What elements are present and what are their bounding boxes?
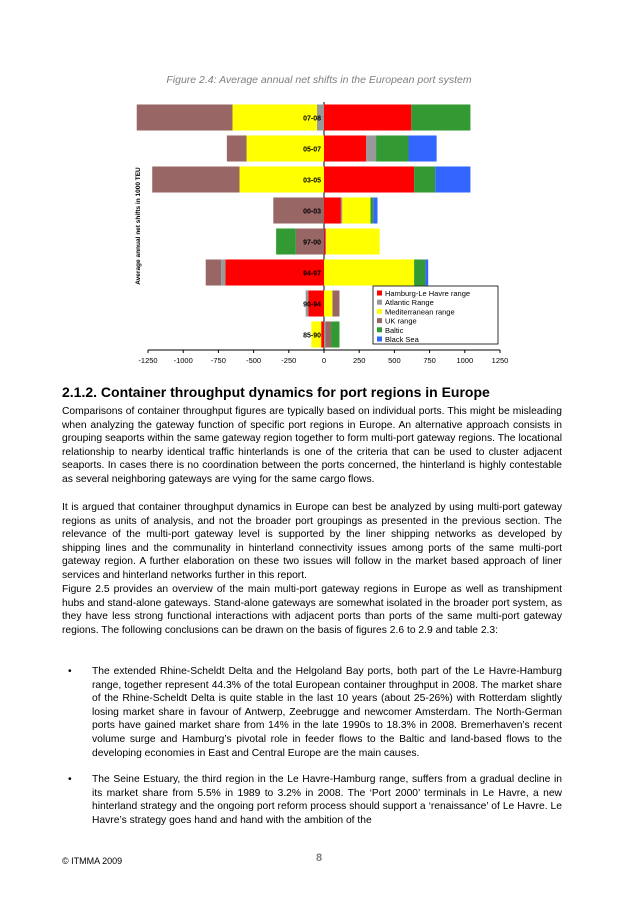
category-label: 03-05	[303, 177, 321, 185]
legend-label: Baltic	[385, 325, 404, 335]
x-tick-label: 250	[352, 356, 366, 365]
bullet-text: The Seine Estuary, the third region in the Le Havre-Hamburg range, suffers from a gradual decline in its market share from 5.5% in 1989 to 3.2% in 2008. The ‘Port 2000’ terminals in Le Havre, a new hinterland strategy and the ongoing port reform process should support a ‘renaissance’ of Le Havre. Le Havre’s strategy goes hand and hand with the ambition of the	[92, 774, 562, 826]
net-shifts-chart	[0, 0, 638, 370]
bar-segment	[137, 104, 233, 130]
paragraph-2: It is argued that container throughput dynamics in Europe can best be analyzed by using multi-port gateway regions as units of analysis, and not the broader port groupings as presented in the previous section. The relevance of the multi-port gateway level is supported by the liner shipping networks as developed by shipping lines and the communality in hinterland connectivity issues among ports of the same multi-port gateway region. A further elaboration on these two issues will follow in the market based approach of liner services and hinterland networks further in this report.	[62, 502, 562, 581]
bar-segment	[408, 135, 436, 161]
bar-segment	[414, 259, 425, 285]
bullet-glyph: •	[68, 666, 72, 677]
legend-label: Atlantic Range	[385, 298, 434, 308]
bar-segment	[324, 228, 325, 254]
x-tick-label: 1250	[491, 356, 509, 365]
bar-segment	[325, 321, 331, 347]
category-label: 97-00	[303, 239, 321, 247]
bar-segment	[227, 135, 247, 161]
legend-swatch	[377, 327, 382, 332]
x-tick-label: -750	[210, 356, 226, 365]
bullet-glyph: •	[68, 774, 72, 785]
section-heading: 2.1.2. Container throughput dynamics for port regions in Europe	[62, 384, 490, 400]
bar-segment	[326, 228, 380, 254]
category-label: 05-07	[303, 146, 321, 154]
bar-segment	[373, 197, 377, 223]
x-tick-label: 500	[388, 356, 401, 365]
bar-segment	[411, 104, 470, 130]
legend-swatch	[377, 309, 382, 314]
x-tick-label: -250	[281, 356, 297, 365]
bar-segment	[276, 228, 296, 254]
category-label: 85-90	[303, 332, 321, 340]
figure-caption: Figure 2.4: Average annual net shifts in the European port system	[166, 74, 472, 86]
bar-segment	[206, 259, 221, 285]
x-tick-label: -1000	[173, 356, 193, 365]
category-label: 07-08	[303, 115, 321, 123]
bar-segment	[324, 135, 366, 161]
bar-segment	[376, 135, 408, 161]
x-tick-label: 750	[423, 356, 436, 365]
x-tick-label: 1000	[456, 356, 474, 365]
legend-swatch	[377, 291, 382, 296]
bar-segment	[221, 259, 225, 285]
bar-segment	[324, 166, 414, 192]
bar-segment	[331, 321, 339, 347]
bar-segment	[324, 290, 332, 316]
bar-segment	[366, 135, 376, 161]
category-label: 00-03	[303, 208, 321, 216]
legend-swatch	[377, 300, 382, 305]
bullet-text: The extended Rhine-Scheldt Delta and the Helgoland Bay ports, both part of the Le Havre-Hamburg range, together represent 44.3% of the total European container throughput in 2008. The market share of the Rhine-Scheldt Delta is quite stable in the last 10 years (about 25-26%) with Rotterdam slightly losing market share in favour of Antwerp, Zeebrugge and newcomer Amsterdam. The North-German ports have gained market share from 14% in the late 1990s to 18.3% in 2008. Bremerhaven’s recent volume surge and Hamburg’s pivotal role in feeder flows to the Baltic and land-based flows to the developing economies in East and Central Europe are the main causes.	[92, 666, 562, 759]
category-label: 94-97	[303, 270, 321, 278]
y-axis-label: Average annual net shifts in 1000 TEU	[135, 167, 142, 285]
bar-segment	[370, 197, 373, 223]
legend-label: Black Sea	[385, 335, 419, 344]
bar-segment	[324, 104, 411, 130]
legend-label: Mediterranean range	[385, 307, 455, 317]
bar-segment	[414, 166, 435, 192]
bar-segment	[341, 197, 342, 223]
paragraph-3: Figure 2.5 provides an overview of the main multi-port gateway regions in Europe as well as transhipment hubs and stand-alone gateways. Stand-alone gateways are somewhat isolated in the broader port system, as they have less strong functional interactions with adjacent ports than ports of the same multi-port gateway regions. The following conclusions can be drawn on the basis of figures 2.6 to 2.9 and table 2.3:	[62, 584, 562, 636]
page-number: 8	[315, 852, 323, 864]
copyright-footer: © ITMMA 2009	[62, 856, 123, 866]
bar-segment	[332, 290, 339, 316]
x-tick-label: -1250	[138, 356, 158, 365]
bar-segment	[324, 321, 325, 347]
bar-segment	[435, 166, 470, 192]
x-tick-label: -500	[246, 356, 262, 365]
legend-label: UK range	[385, 316, 417, 326]
bar-segment	[342, 197, 370, 223]
bar-segment	[425, 259, 428, 285]
x-tick-label: 0	[321, 356, 327, 365]
paragraph-1: Comparisons of container throughput figures are typically based on individual ports. This might be misleading when analyzing the gateway function of specific port regions in Europe. An alternative approach consists in grouping seaports within the same gateway region together to form multi-port gateway regions. The locational relationship to nearby identical traffic hinterlands is one of the criteria that can be used to cluster adjacent seaports. In cases there is no coordination between the ports concerned, the hinterland is highly contestable as several neighboring gateways are vying for the same cargo flows.	[62, 406, 562, 485]
legend-swatch	[377, 337, 382, 342]
legend-label: Hamburg-Le Havre range	[385, 289, 471, 298]
bar-segment	[152, 166, 239, 192]
bar-segment	[325, 228, 326, 254]
bar-segment	[324, 259, 414, 285]
legend-swatch	[377, 318, 382, 323]
category-label: 90-94	[303, 301, 321, 309]
bar-segment	[324, 197, 341, 223]
bar-segment	[321, 321, 324, 347]
